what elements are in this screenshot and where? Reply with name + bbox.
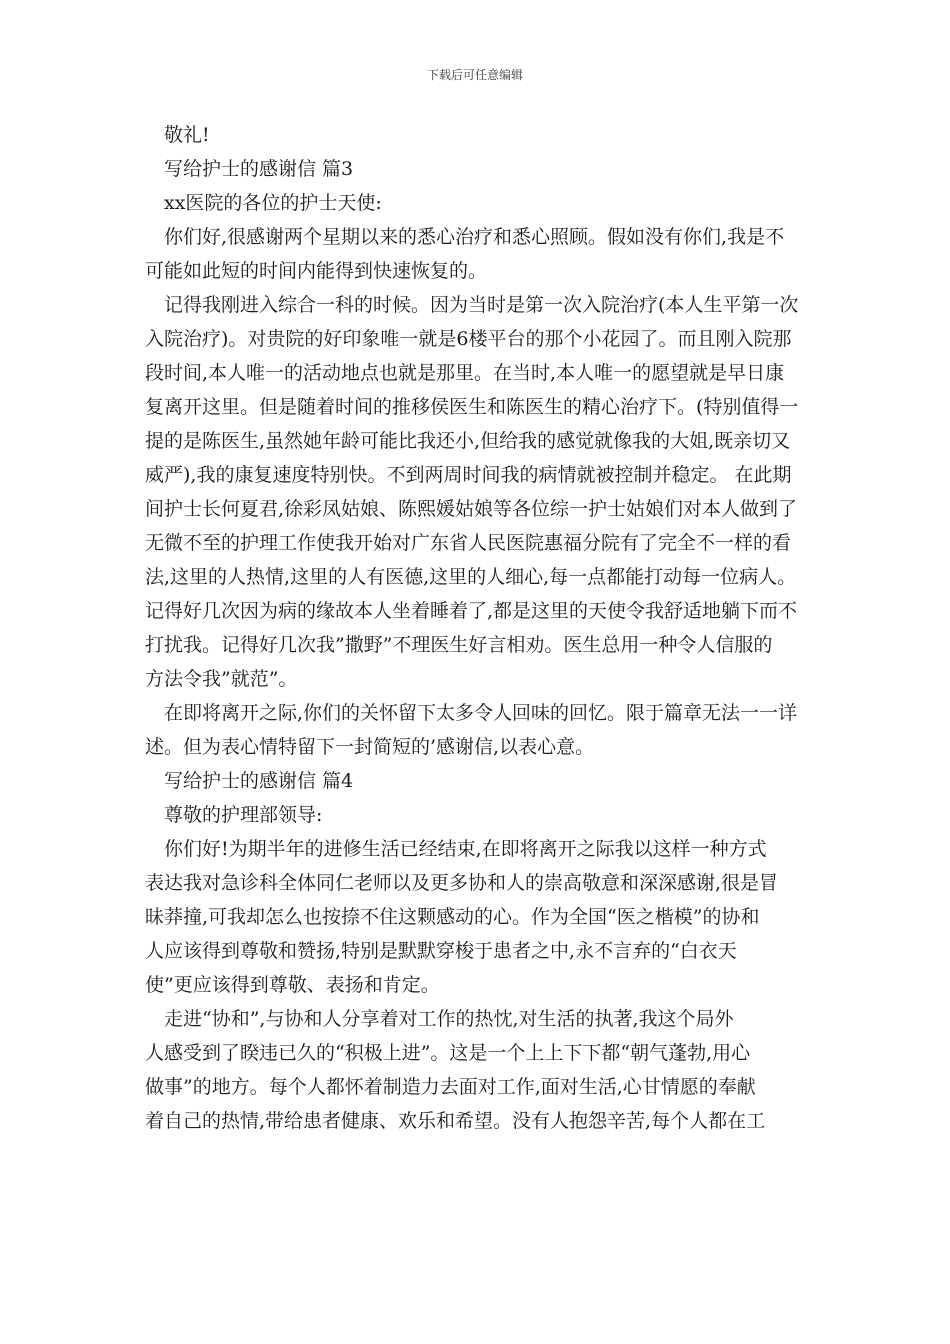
text-line: xx医院的各位的护士天使: <box>164 192 382 214</box>
text-line: 威严),我的康复速度特别快。不到两周时间我的病情就被控制并稳定。 在此期 <box>145 464 792 486</box>
text-line: 昧莽撞,可我却怎么也按捺不住这颗感动的心。作为全国“医之楷模”的协和 <box>145 906 760 928</box>
text-line: 法,这里的人热情,这里的人有医德,这里的人细心,每一点都能打动每一位病人。 <box>145 566 797 588</box>
text-line: 无微不至的护理工作使我开始对广东省人民医院惠福分院有了完全不一样的看 <box>145 532 792 554</box>
document-body <box>145 118 810 1138</box>
text-line: 人应该得到尊敬和赞扬,特别是默默穿梭于患者之中,永不言弃的“白衣天 <box>145 940 737 962</box>
text-line: 述。但为表心情特留下一封简短的’感谢信,以表心意。 <box>145 736 595 758</box>
text-line: 写给护士的感谢信 篇4 <box>164 770 354 792</box>
text-line: 表达我对急诊科全体同仁老师以及更多协和人的崇高敬意和深深感谢,很是冒 <box>145 872 779 894</box>
text-line: 使”更应该得到尊敬、表扬和肯定。 <box>145 974 440 996</box>
text-line: 人感受到了睽违已久的“积极上进”。这是一个上上下下都“朝气蓬勃,用心 <box>145 1042 751 1064</box>
text-line: 你们好,很感谢两个星期以来的悉心治疗和悉心照顾。假如没有你们,我是不 <box>164 226 785 248</box>
text-line: 走进“协和”,与协和人分享着对工作的热忱,对生活的执著,我这个局外 <box>164 1008 734 1030</box>
text-line: 入院治疗)。对贵院的好印象唯一就是6楼平台的那个小花园了。而且刚入院那 <box>145 328 792 350</box>
text-line: 敬礼! <box>164 124 210 146</box>
text-line: 着自己的热情,带给患者健康、欢乐和希望。没有人抱怨辛苦,每个人都在工 <box>145 1110 766 1132</box>
text-line: 复离开这里。但是随着时间的推移侯医生和陈医生的精心治疗下。(特别值得一 <box>145 396 799 418</box>
text-line: 在即将离开之际,你们的关怀留下太多令人回味的回忆。限于篇章无法一一详 <box>164 702 798 724</box>
text-line: 写给护士的感谢信 篇3 <box>164 158 354 180</box>
page-header: 下载后可任意编辑 <box>426 68 523 82</box>
text-line: 做事”的地方。每个人都怀着制造力去面对工作,面对生活,心甘情愿的奉献 <box>145 1076 756 1098</box>
text-line: 打扰我。记得好几次我”撒野”不理医生好言相劝。医生总用一种令人信服的 <box>145 634 773 656</box>
text-line: 间护士长何夏君,徐彩凤姑娘、陈熙媛姑娘等各位综一护士姑娘们对本人做到了 <box>145 498 798 520</box>
text-line: 提的是陈医生,虽然她年龄可能比我还小,但给我的感觉就像我的大姐,既亲切又 <box>145 430 791 452</box>
text-line: 记得我刚进入综合一科的时候。因为当时是第一次入院治疗(本人生平第一次 <box>164 294 799 316</box>
text-line: 你们好!为期半年的进修生活已经结束,在即将离开之际我以这样一种方式 <box>164 838 767 860</box>
text-line: 段时间,本人唯一的活动地点也就是那里。在当时,本人唯一的愿望就是早日康 <box>145 362 785 384</box>
text-line: 可能如此短的时间内能得到快速恢复的。 <box>145 260 488 282</box>
text-line: 记得好几次因为病的缘故本人坐着睡着了,都是这里的天使令我舒适地躺下而不 <box>145 600 798 622</box>
text-line: 尊敬的护理部领导: <box>164 804 323 826</box>
text-line: 方法令我”就范”。 <box>145 668 298 690</box>
